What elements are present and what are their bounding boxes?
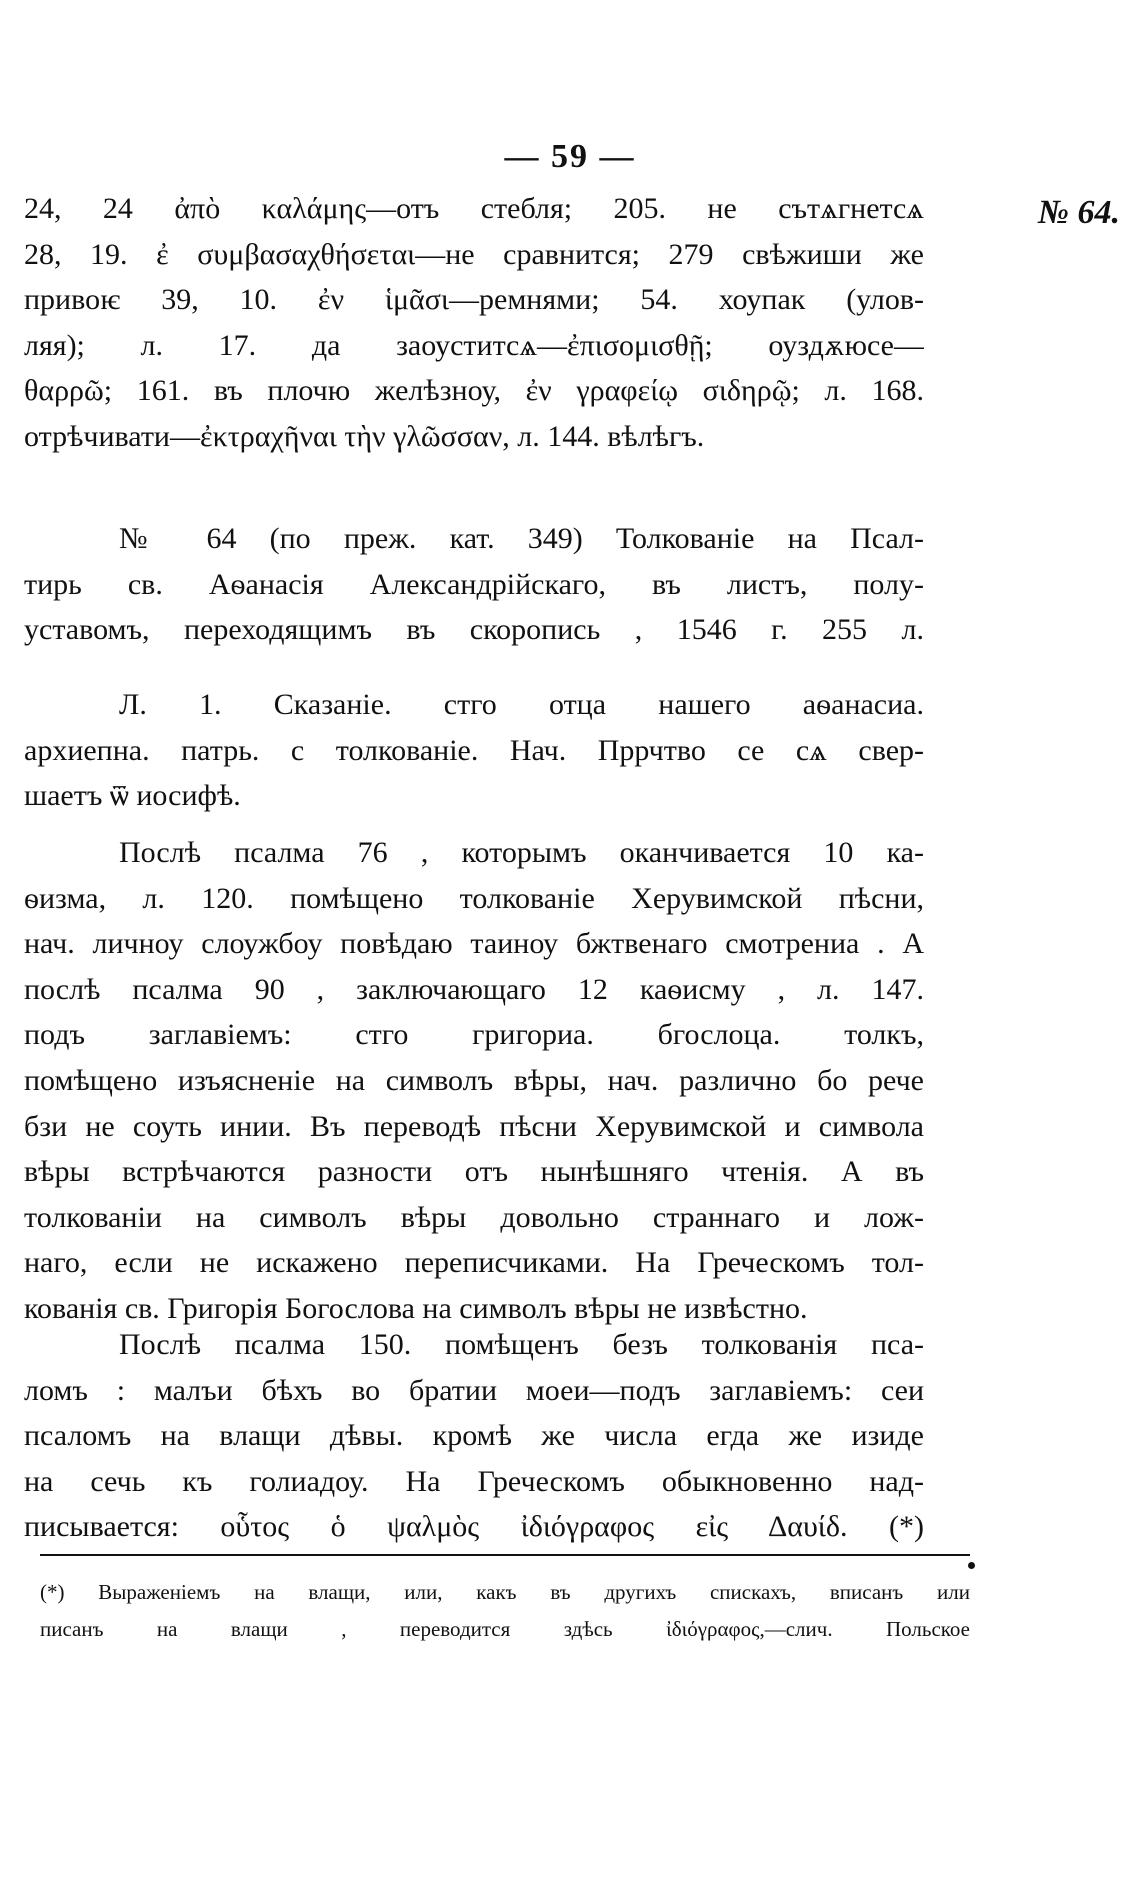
text-line: вѣры встрѣчаются разности отъ нынѣшняго чтенія. А въ xyxy=(24,1155,924,1189)
text-line: подъ заглавіемъ: стго григориа. бгослоца. толкъ, xyxy=(24,1018,924,1052)
text-line: отрѣчивати—ἐκτραχῆναι τὴν γλῶσσαν, л. 144. вѣлѣгъ. xyxy=(24,419,705,453)
text-line: на сечь къ голиадоу. На Греческомъ обыкновенно над- xyxy=(24,1464,924,1498)
text-line: № 64 (по преж. кат. 349) Толкованіе на Псал- xyxy=(119,522,924,555)
text-line: нач. личноу слоужбоу повѣдаю таиноу бжтвенаго смотрениа . А xyxy=(24,927,924,961)
text-line: ломъ : малъи бѣхъ во братии моеи—подъ заглавіемъ: сеи xyxy=(24,1373,924,1407)
text-line: послѣ псалма 90 , заключающаго 12 каѳисму , л. 147. xyxy=(24,972,924,1006)
text-line: помѣщено изъясненіе на символъ вѣры, нач. различно бо рече xyxy=(24,1063,924,1097)
text-line: архиепна. патрь. с толкованіе. Нач. Пррчтво се сѧ свер- xyxy=(24,733,924,767)
text-line: толкованіи на символъ вѣры довольно страннаго и лож- xyxy=(24,1200,924,1234)
incipit-block xyxy=(24,682,924,819)
text-line: бзи не соуть инии. Въ переводѣ пѣсни Херувимской и символа xyxy=(24,1109,924,1143)
text-line: 24, 24 ἀπὸ καλάμης—отъ стебля; 205. не сътѧгнетсѧ xyxy=(24,192,924,225)
text-line: 28, 19. ἐ συμβασαχθήσεται—не сравнится; 279 свѣжиши же xyxy=(24,237,924,271)
entry-heading xyxy=(24,516,924,653)
text-line: кованія св. Григорія Богослова на символъ вѣры не извѣстно. xyxy=(24,1291,808,1325)
text-line: наго, если не искажено переписчиками. На Греческомъ тол- xyxy=(24,1246,924,1280)
text-line: псаломъ на влащи дѣвы. кромѣ же числа егда же изиде xyxy=(24,1419,924,1453)
page-number: — 59 — xyxy=(504,138,636,175)
text-line: тирь св. Аѳанасія Александрійскаго, въ листъ, полу- xyxy=(24,567,924,601)
paragraph-2 xyxy=(24,1322,924,1550)
paragraph-1 xyxy=(24,830,924,1332)
text-line: Л. 1. Сказаніе. стго отца нашего аѳанасиа. xyxy=(119,688,924,721)
text-line: Послѣ псалма 76 , которымъ оканчивается 10 ка- xyxy=(119,836,924,869)
text-line: ляя); л. 17. да заоуститсѧ—ἐπισομισθῇ; оуздѫюсе— xyxy=(24,328,924,362)
ink-dot xyxy=(968,1562,975,1569)
text-line: писывается: οὗτος ὁ ψαλμὸς ἰδιόγραφος εἰς Δαυίδ. (*) xyxy=(24,1510,924,1544)
footnote-line: (*) Выраженіемъ на влащи, или, какъ въ другихъ спискахъ, вписанъ или xyxy=(40,1580,970,1604)
margin-manuscript-number: № 64. xyxy=(1037,194,1120,231)
text-line: привоѥ 39, 10. ἐν ἱμᾶσι—ремнями; 54. хоупак (улов- xyxy=(24,283,924,317)
footnote-line: писанъ на влащи , переводится здѣсь ἰδιόγραφος,—слич. Польское xyxy=(40,1616,970,1641)
text-line: ѳизма, л. 120. помѣщено толкованіе Херувимской пѣсни, xyxy=(24,881,924,915)
text-line: θαρρῶ; 161. въ плочю желѣзноу, ἐν γραφείῳ σιδηρῷ; л. 168. xyxy=(24,374,924,408)
footnote xyxy=(40,1574,970,1648)
text-line: Послѣ псалма 150. помѣщенъ безъ толкованія пса- xyxy=(119,1328,924,1361)
text-line: уставомъ, переходящимъ въ скоропись , 1546 г. 255 л. xyxy=(24,613,924,647)
glossary-block xyxy=(24,186,924,460)
footnote-divider xyxy=(40,1554,970,1556)
text-line: шаетъ ѿ иосифѣ. xyxy=(24,779,241,813)
